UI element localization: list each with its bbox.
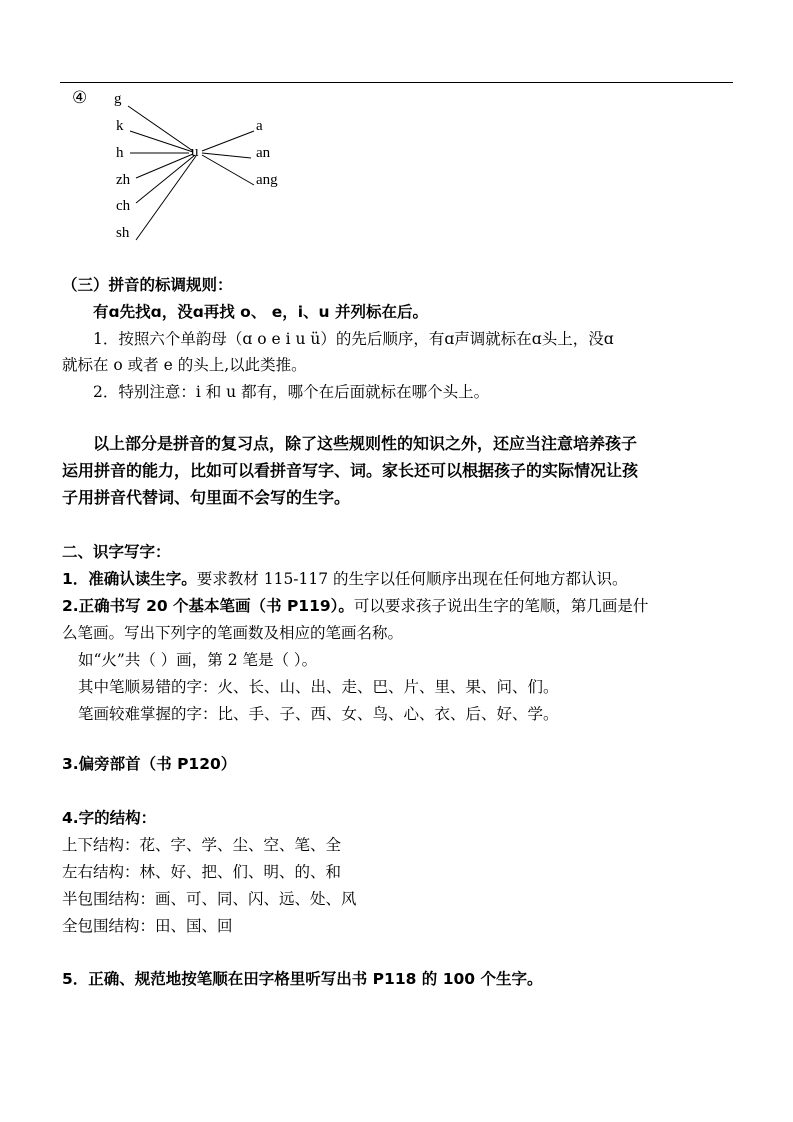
line-sh-u (136, 156, 196, 240)
tone-rule-point-1-cont: 就标在 o 或者 e 的头上,以此类推。 (62, 356, 307, 374)
summary-line-1: 以上部分是拼音的复习点，除了这些规则性的知识之外，还应当注意培养孩子 (93, 434, 638, 453)
initial-g: g (114, 91, 122, 107)
center-u: u (191, 144, 199, 160)
summary-line-2: 运用拼音的能力，比如可以看拼音写字、词。家长还可以根据孩子的实际情况让孩 (62, 461, 639, 480)
circled-number: ④ (72, 88, 88, 107)
final-an: an (256, 145, 271, 161)
initial-ch: ch (116, 198, 131, 214)
item-2-title: 2.正确书写 20 个基本笔画 (62, 597, 251, 615)
summary-line-3: 子用拼音代替词、句里面不会写的生字。 (62, 488, 351, 507)
line-ch-u (136, 155, 195, 203)
initial-h: h (116, 145, 124, 161)
item-2-cont: 么笔画。写出下列字的笔画数及相应的笔画名称。 (62, 624, 404, 642)
line-u-ang (202, 155, 254, 185)
tone-rule-point-2: 2．特别注意：i 和 u 都有，哪个在后面就标在哪个头上。 (93, 383, 490, 401)
tone-rule-point-1: 1．按照六个单韵母（ɑ o e i u ü）的先后顺序，有ɑ声调就标在ɑ头上，没ɑ (93, 330, 614, 348)
item-1 (62, 569, 628, 589)
initial-k: k (116, 118, 124, 134)
tone-rule: 有ɑ先找ɑ，没ɑ再找 o、 e，i、u 并列标在后。 (93, 303, 428, 321)
line-zh-u (136, 154, 193, 178)
item-3-radicals: 3.偏旁部首（书 P120） (62, 755, 237, 773)
item-4-structure-heading: 4.字的结构： (62, 809, 157, 827)
final-ang: ang (256, 172, 278, 188)
structure-fully-enclosed: 全包围结构：田、国、回 (62, 917, 233, 935)
example-stroke-order-errors: 其中笔顺易错的字：火、长、山、出、走、巴、片、里、果、问、们。 (78, 678, 559, 696)
example-fire: 如“火”共（ ）画，第 2 笔是（ ）。 (78, 651, 318, 669)
structure-half-enclosed: 半包围结构：画、可、同、闪、远、处、风 (62, 890, 357, 908)
item-1-text: 要求教材 115-117 的生字以任何顺序出现在任何地方都认识。 (196, 570, 628, 588)
item-2 (62, 596, 648, 616)
item-2-ref: （书 P119）。 (250, 597, 354, 615)
item-1-title: 1．准确认读生字。 (62, 570, 197, 588)
initial-zh: zh (116, 172, 131, 188)
initial-sh: sh (116, 225, 130, 241)
structure-left-right: 左右结构：林、好、把、们、明、的、和 (62, 863, 342, 881)
example-difficult-strokes: 笔画较难掌握的字：比、手、子、西、女、鸟、心、衣、后、好、学。 (78, 705, 559, 723)
structure-top-bottom: 上下结构：花、字、学、尘、空、笔、全 (62, 836, 342, 854)
line-k-u (130, 131, 193, 152)
section-literacy-heading: 二、识字写字： (62, 543, 171, 561)
item-2-text: 可以要求孩子说出生字的笔顺，第几画是什 (353, 597, 649, 615)
line-u-a (202, 131, 254, 151)
line-g-u (128, 106, 193, 151)
section-tone-rules-heading: （三）拼音的标调规则： (62, 276, 233, 294)
final-a: a (256, 118, 263, 134)
line-u-an (202, 153, 251, 158)
item-5-dictation: 5．正确、规范地按笔顺在田字格里听写出书 P118 的 100 个生字。 (62, 970, 543, 988)
